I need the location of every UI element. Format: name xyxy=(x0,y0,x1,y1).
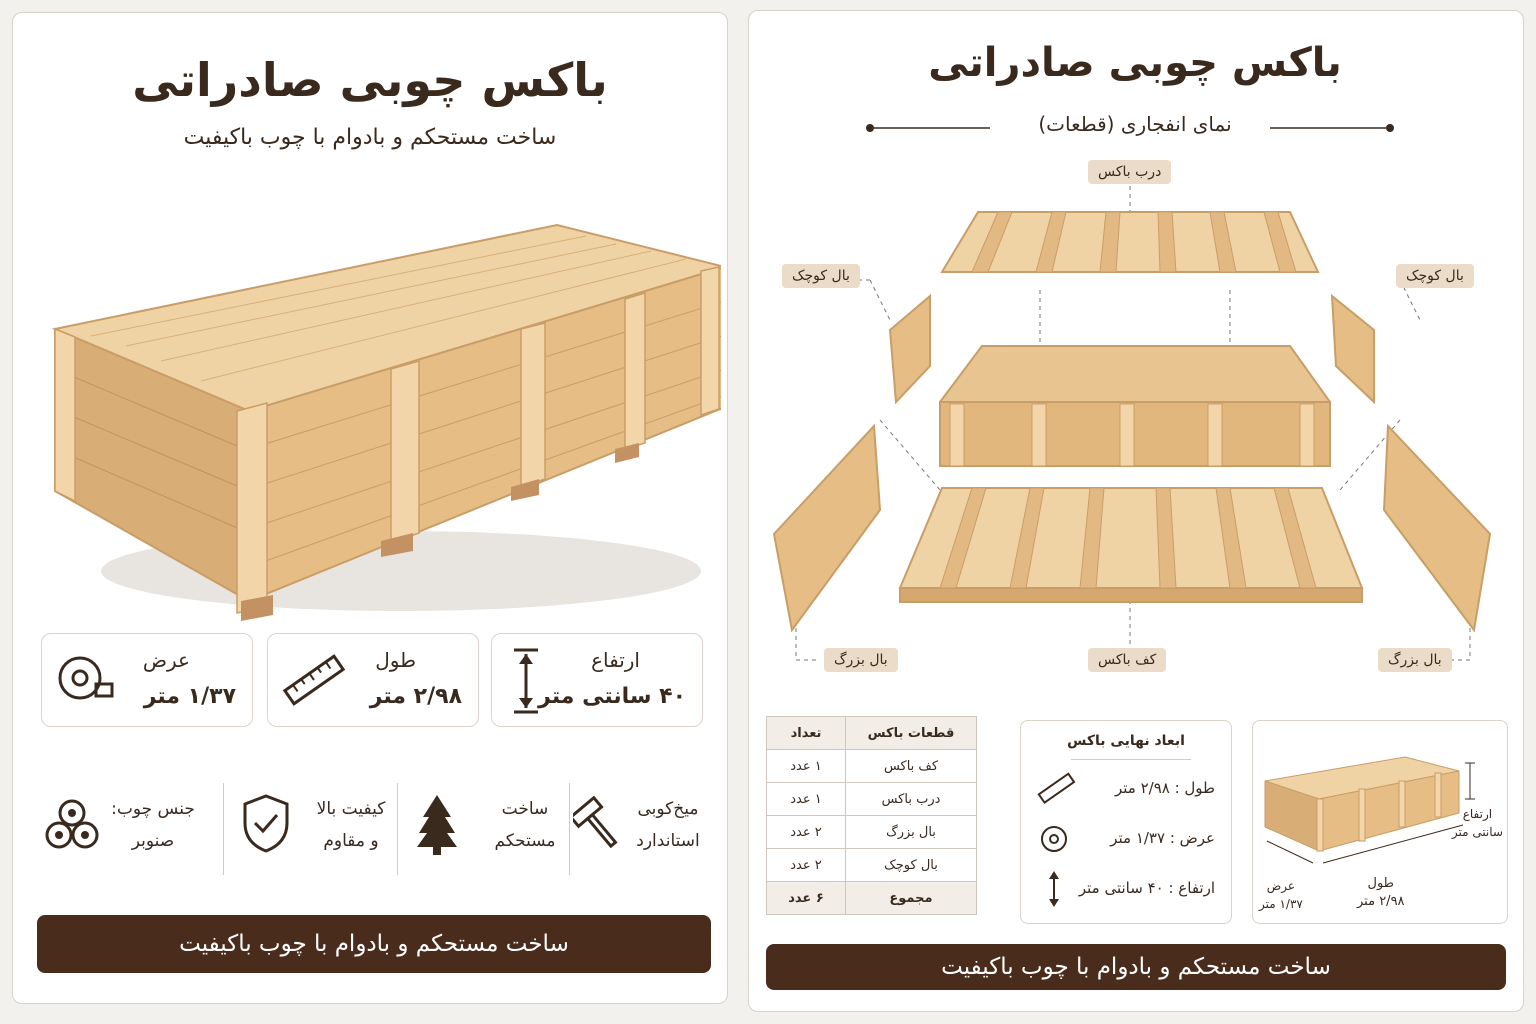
small-length-value: ۲/۹۸ متر xyxy=(1357,894,1405,909)
feature-divider xyxy=(569,783,570,875)
table-cell: بال بزرگ xyxy=(846,816,977,849)
tag-small-side-left: بال کوچک xyxy=(782,264,860,288)
ruler-icon xyxy=(282,648,346,712)
feature-nailing-line2: استاندارد xyxy=(636,831,700,851)
spec-width-value: ۱/۳۷ متر xyxy=(143,684,236,709)
tape-measure-icon xyxy=(56,648,116,708)
feature-nailing xyxy=(573,775,713,875)
dim-width: عرض : ۱/۳۷ متر xyxy=(1110,829,1215,847)
left-title: باکس چوبی صادراتی xyxy=(132,53,608,107)
right-banner: ساخت مستحکم و بادوام با چوب باکیفیت xyxy=(766,944,1506,990)
spec-height-value: ۴۰ سانتی متر xyxy=(538,684,686,709)
tag-floor: کف باکس xyxy=(1088,648,1166,672)
hammer-icon xyxy=(573,793,623,853)
small-height-label: ارتفاع xyxy=(1462,807,1493,821)
tag-lid: درب باکس xyxy=(1088,160,1171,184)
table-row xyxy=(767,783,977,816)
feature-nailing-line1: میخ‌کوبی xyxy=(637,799,699,819)
tag-small-side-right: بال کوچک xyxy=(1396,264,1474,288)
table-cell: ۱ عدد xyxy=(767,783,846,816)
feature-build xyxy=(415,775,575,875)
shield-check-icon xyxy=(241,793,291,853)
small-width-label: عرض xyxy=(1266,879,1296,893)
small-height-value: سانتی متر xyxy=(1451,825,1503,839)
feature-quality xyxy=(241,775,401,875)
divider xyxy=(1071,759,1191,760)
final-dimensions-title: ابعاد نهایی باکس xyxy=(1067,733,1185,749)
tag-big-side-left: بال بزرگ xyxy=(824,648,898,672)
tree-icon xyxy=(415,793,459,857)
logs-icon xyxy=(43,793,103,853)
left-panel xyxy=(12,12,728,1004)
spec-width xyxy=(41,633,253,727)
tape-measure-icon xyxy=(1039,821,1075,857)
feature-wood-type xyxy=(43,775,203,875)
ruler-icon xyxy=(1037,769,1077,809)
right-title: باکس چوبی صادراتی xyxy=(928,40,1342,86)
table-row xyxy=(767,849,977,882)
small-length-label: طول xyxy=(1367,876,1395,891)
spec-width-label: عرض xyxy=(142,648,190,672)
exploded-view-illustration xyxy=(760,150,1520,690)
table-cell: درب باکس xyxy=(846,783,977,816)
feature-wood-line2: صنوبر xyxy=(131,831,175,851)
small-width-value: ۱/۳۷ متر xyxy=(1259,897,1303,911)
crate-illustration xyxy=(41,211,721,621)
spec-height-label: ارتفاع xyxy=(591,648,640,672)
feature-divider xyxy=(223,783,224,875)
spec-length-label: طول xyxy=(375,648,416,672)
table-cell: مجموع xyxy=(846,882,977,915)
feature-divider xyxy=(397,783,398,875)
table-header: تعداد xyxy=(767,717,846,750)
height-arrow-icon xyxy=(1047,869,1061,909)
left-banner: ساخت مستحکم و بادوام با چوب باکیفیت xyxy=(37,915,711,973)
table-row xyxy=(767,750,977,783)
height-arrow-icon xyxy=(506,648,546,714)
table-cell: ۲ عدد xyxy=(767,849,846,882)
small-crate-diagram xyxy=(1252,720,1508,924)
table-header: قطعات باکس xyxy=(846,717,977,750)
parts-table xyxy=(766,716,977,915)
left-subtitle: ساخت مستحکم و بادوام با چوب باکیفیت xyxy=(183,125,557,150)
feature-quality-line1: کیفیت بالا xyxy=(316,799,386,819)
table-cell: ۶ عدد xyxy=(767,882,846,915)
dim-length: طول : ۲/۹۸ متر xyxy=(1114,779,1215,797)
table-cell: ۲ عدد xyxy=(767,816,846,849)
spec-length xyxy=(267,633,479,727)
final-dimensions-box xyxy=(1020,720,1232,924)
spec-length-value: ۲/۹۸ متر xyxy=(369,684,462,709)
dim-height: ارتفاع : ۴۰ سانتی متر xyxy=(1078,879,1215,897)
spec-height xyxy=(491,633,703,727)
feature-build-line1: ساخت xyxy=(501,799,549,819)
feature-build-line2: مستحکم xyxy=(494,831,556,851)
table-cell: ۱ عدد xyxy=(767,750,846,783)
table-cell: کف باکس xyxy=(846,750,977,783)
table-header-row xyxy=(767,717,977,750)
table-cell: بال کوچک xyxy=(846,849,977,882)
feature-wood-line1: جنس چوب: xyxy=(111,799,195,819)
right-subtitle: نمای انفجاری (قطعات) xyxy=(1038,112,1232,136)
tag-big-side-right: بال بزرگ xyxy=(1378,648,1452,672)
feature-quality-line2: و مقاوم xyxy=(323,831,379,851)
height-marker xyxy=(1463,761,1477,801)
small-crate-illustration xyxy=(1259,751,1469,871)
table-row xyxy=(767,816,977,849)
table-total-row xyxy=(767,882,977,915)
